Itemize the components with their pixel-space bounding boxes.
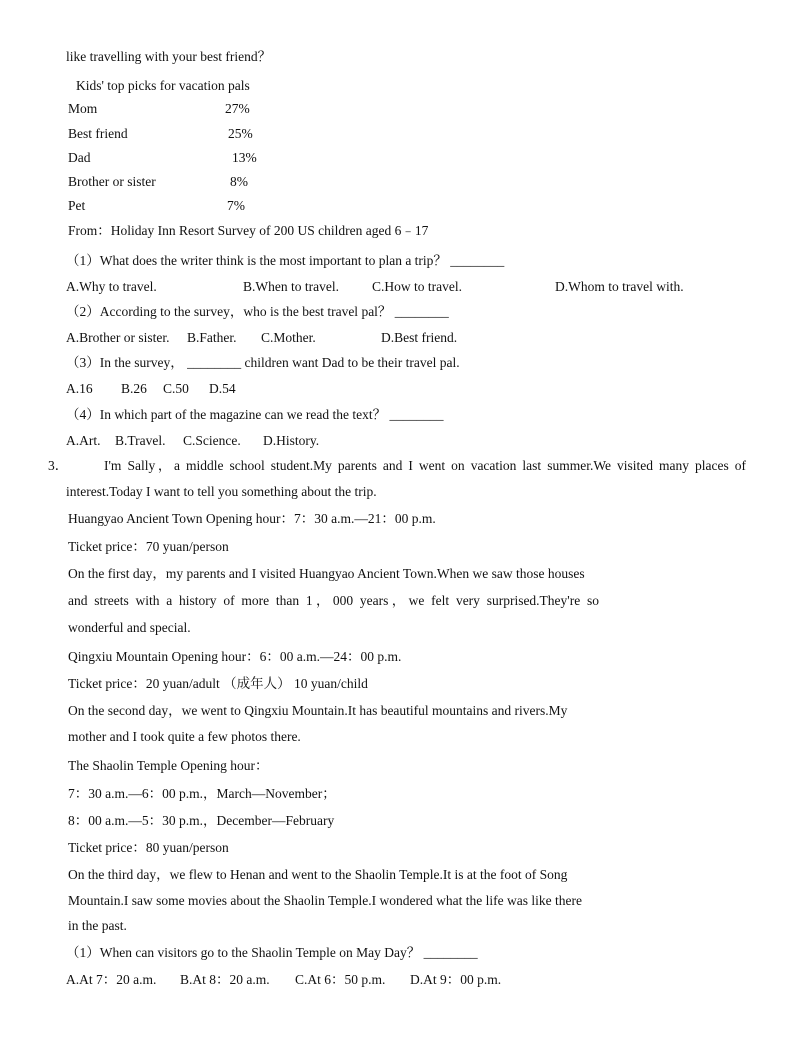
passage-line: The Shaolin Temple Opening hour： [68,758,269,773]
passage-intro-line: I'm Sally，a middle school student.My parents and I went on vacation last summer.We visited many places of [104,458,746,473]
passage-line: Qingxiu Mountain Opening hour：6：00 a.m.—24：00 p.m. [68,649,402,664]
answer-option-a[interactable]: A.At 7：20 a.m. [66,972,157,987]
answer-option-d[interactable]: D.Whom to travel with. [555,279,684,294]
survey-source: From：Holiday Inn Resort Survey of 200 US children aged 6﹣17 [68,223,429,238]
survey-label: Best friend [68,126,128,141]
survey-value: 13% [232,150,257,165]
intro-tail: like travelling with your best friend？ [66,49,272,64]
passage-line: On the third day，we flew to Henan and went to the Shaolin Temple.It is at the foot of Song [68,867,568,882]
passage-line: wonderful and special. [68,620,191,635]
question-stem: （1）What does the writer think is the most important to plan a trip？ ________ [66,253,505,268]
passage-line: in the past. [68,918,127,933]
passage-line: Ticket price：70 yuan/person [68,539,229,554]
answer-option-c[interactable]: C.At 6：50 p.m. [295,972,386,987]
passage-line: Huangyao Ancient Town Opening hour：7：30 a.m.—21：00 p.m. [68,511,436,526]
answer-option-d[interactable]: D.At 9：00 p.m. [410,972,502,987]
passage-line: Ticket price：80 yuan/person [68,840,229,855]
survey-value: 7% [227,198,245,213]
passage-line: On the second day，we went to Qingxiu Mountain.It has beautiful mountains and rivers.My [68,703,568,718]
answer-option-a[interactable]: A.Why to travel. [66,279,157,294]
passage-line: On the first day，my parents and I visited Huangyao Ancient Town.When we saw those houses [68,566,585,581]
question-stem: （1）When can visitors go to the Shaolin Temple on May Day？ ________ [66,945,478,960]
answer-option-b[interactable]: B.Travel. [115,433,166,448]
survey-label: Mom [68,101,98,116]
answer-option-a[interactable]: A.Art. [66,433,101,448]
passage-line: 7：30 a.m.—6：00 p.m.，March—November； [68,786,336,801]
answer-option-b[interactable]: B.When to travel. [243,279,339,294]
question-stem: （2）According to the survey，who is the best travel pal？ ________ [66,304,449,319]
answer-option-d[interactable]: D.54 [209,381,236,396]
passage-line: and streets with a history of more than 1，000 years，we felt very surprised.They're so [68,593,599,608]
survey-title: Kids' top picks for vacation pals [76,78,250,93]
passage-number: 3． [48,458,69,473]
answer-option-d[interactable]: D.Best friend. [381,330,458,345]
survey-label: Pet [68,198,86,213]
answer-option-c[interactable]: C.Mother. [261,330,316,345]
passage-line: mother and I took quite a few photos there. [68,729,301,744]
answer-option-a[interactable]: A.Brother or sister. [66,330,170,345]
answer-option-b[interactable]: B.Father. [187,330,237,345]
survey-value: 25% [228,126,253,141]
passage-line: Mountain.I saw some movies about the Shaolin Temple.I wondered what the life was like there [68,893,582,908]
answer-option-c[interactable]: C.How to travel. [372,279,462,294]
answer-option-b[interactable]: B.At 8：20 a.m. [180,972,270,987]
answer-option-c[interactable]: C.50 [163,381,189,396]
passage-intro-line: interest.Today I want to tell you something about the trip. [66,484,377,499]
survey-label: Dad [68,150,91,165]
answer-option-a[interactable]: A.16 [66,381,93,396]
survey-label: Brother or sister [68,174,156,189]
survey-value: 27% [225,101,250,116]
answer-option-c[interactable]: C.Science. [183,433,241,448]
answer-option-d[interactable]: D.History. [263,433,320,448]
survey-value: 8% [230,174,248,189]
question-stem: （4）In which part of the magazine can we read the text？ ________ [66,407,444,422]
passage-line: Ticket price：20 yuan/adult （成年人） 10 yuan/child [68,676,368,691]
passage-line: 8：00 a.m.—5：30 p.m.，December—February [68,813,335,828]
question-stem: （3）In the survey， ________ children want Dad to be their travel pal. [66,355,460,370]
answer-option-b[interactable]: B.26 [121,381,147,396]
